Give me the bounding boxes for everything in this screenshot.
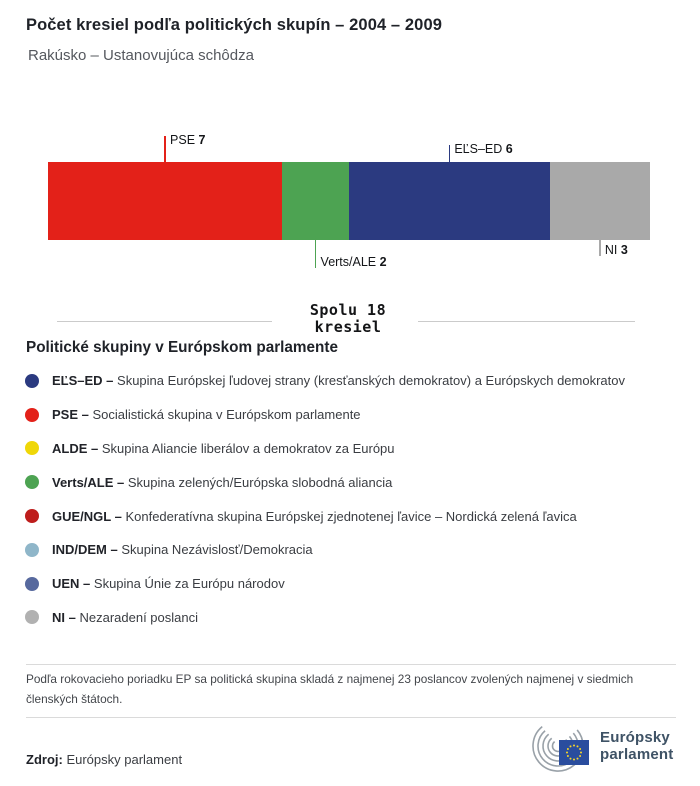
legend-list [25,364,682,634]
callout-leader-e-s-ed [449,145,451,162]
legend-label-pse: PSE – Socialistická skupina v Európskom parlamente [52,407,361,423]
legend-dot-e-s-ed [25,374,39,388]
callout-label-ni: NI 3 [604,243,628,257]
bar-segment-ni [550,162,650,240]
footnote-rule-top [26,664,676,665]
bar-segment-e-s-ed [349,162,550,240]
legend-dot-ni [25,610,39,624]
legend-label-uen: UEN – Skupina Únie za Európu národov [52,576,285,592]
legend-item-alde [25,432,682,466]
footnote-rule-bottom [26,717,676,718]
source-label: Zdroj: [26,752,63,767]
callout-leader-ni [599,240,601,256]
legend-item-uen [25,567,682,601]
legend-item-gue-ngl [25,499,682,533]
legend-label-verts-ale: Verts/ALE – Skupina zelených/Európska slobodná aliancia [52,474,393,490]
callout-leader-pse [164,136,166,162]
legend-dot-ind-dem [25,543,39,557]
callout-label-e-s-ed: EĽS–ED 6 [454,142,513,156]
legend-dot-uen [25,577,39,591]
ep-logo-text-line1: Európsky [600,728,670,746]
total-seats-line2: kresiel [314,318,382,336]
bar-segment-pse [48,162,282,240]
legend-heading: Politické skupiny v Európskom parlamente [26,339,338,356]
total-seats-label [276,302,420,336]
stacked-bar [48,162,650,240]
page-title: Počet kresiel podľa politických skupín – 2004 – 2009 [26,16,442,34]
callout-label-pse: PSE 7 [170,133,206,147]
legend-label-alde: ALDE – Skupina Aliancie liberálov a demokratov za Európu [52,440,395,456]
chart-area [48,130,650,272]
legend-item-verts-ale [25,465,682,499]
ep-logo-text [600,729,674,764]
footnote: Podľa rokovacieho poriadku EP sa politická skupina skladá z najmenej 23 poslancov zvolených najmenej v siedmich členských štátoch. [26,672,634,706]
legend-dot-alde [25,441,39,455]
legend-label-ind-dem: IND/DEM – Skupina Nezávislosť/Demokracia [52,542,313,558]
legend-label-e-s-ed: EĽS–ED – Skupina Európskej ľudovej strany (kresťanských demokratov) a Európskych demokratov [52,373,625,389]
legend-item-ni [25,601,682,635]
legend-item-ind-dem [25,533,682,567]
callout-leader-verts-ale [315,240,317,268]
page-subtitle: Rakúsko – Ustanovujúca schôdza [28,47,254,64]
legend-item-e-s-ed [25,364,682,398]
legend-label-gue-ngl: GUE/NGL – Konfederatívna skupina Európskej zjednotenej ľavice – Nordická zelená ľavica [52,508,577,524]
legend-item-pse [25,398,682,432]
legend-dot-pse [25,408,39,422]
callout-label-verts-ale: Verts/ALE 2 [320,255,387,269]
divider-right [418,321,635,322]
total-seats-line1: Spolu 18 [309,301,387,319]
legend-dot-gue-ngl [25,509,39,523]
source-line [26,752,182,767]
source-value: Európsky parlament [66,752,183,767]
ep-hemicycle-icon [529,719,593,773]
ep-logo-text-line2: parlament [600,746,674,763]
bar-segment-verts-ale [282,162,349,240]
legend-dot-verts-ale [25,475,39,489]
ep-logo [529,719,674,773]
legend-label-ni: NI – Nezaradení poslanci [52,609,198,625]
divider-left [57,321,272,322]
